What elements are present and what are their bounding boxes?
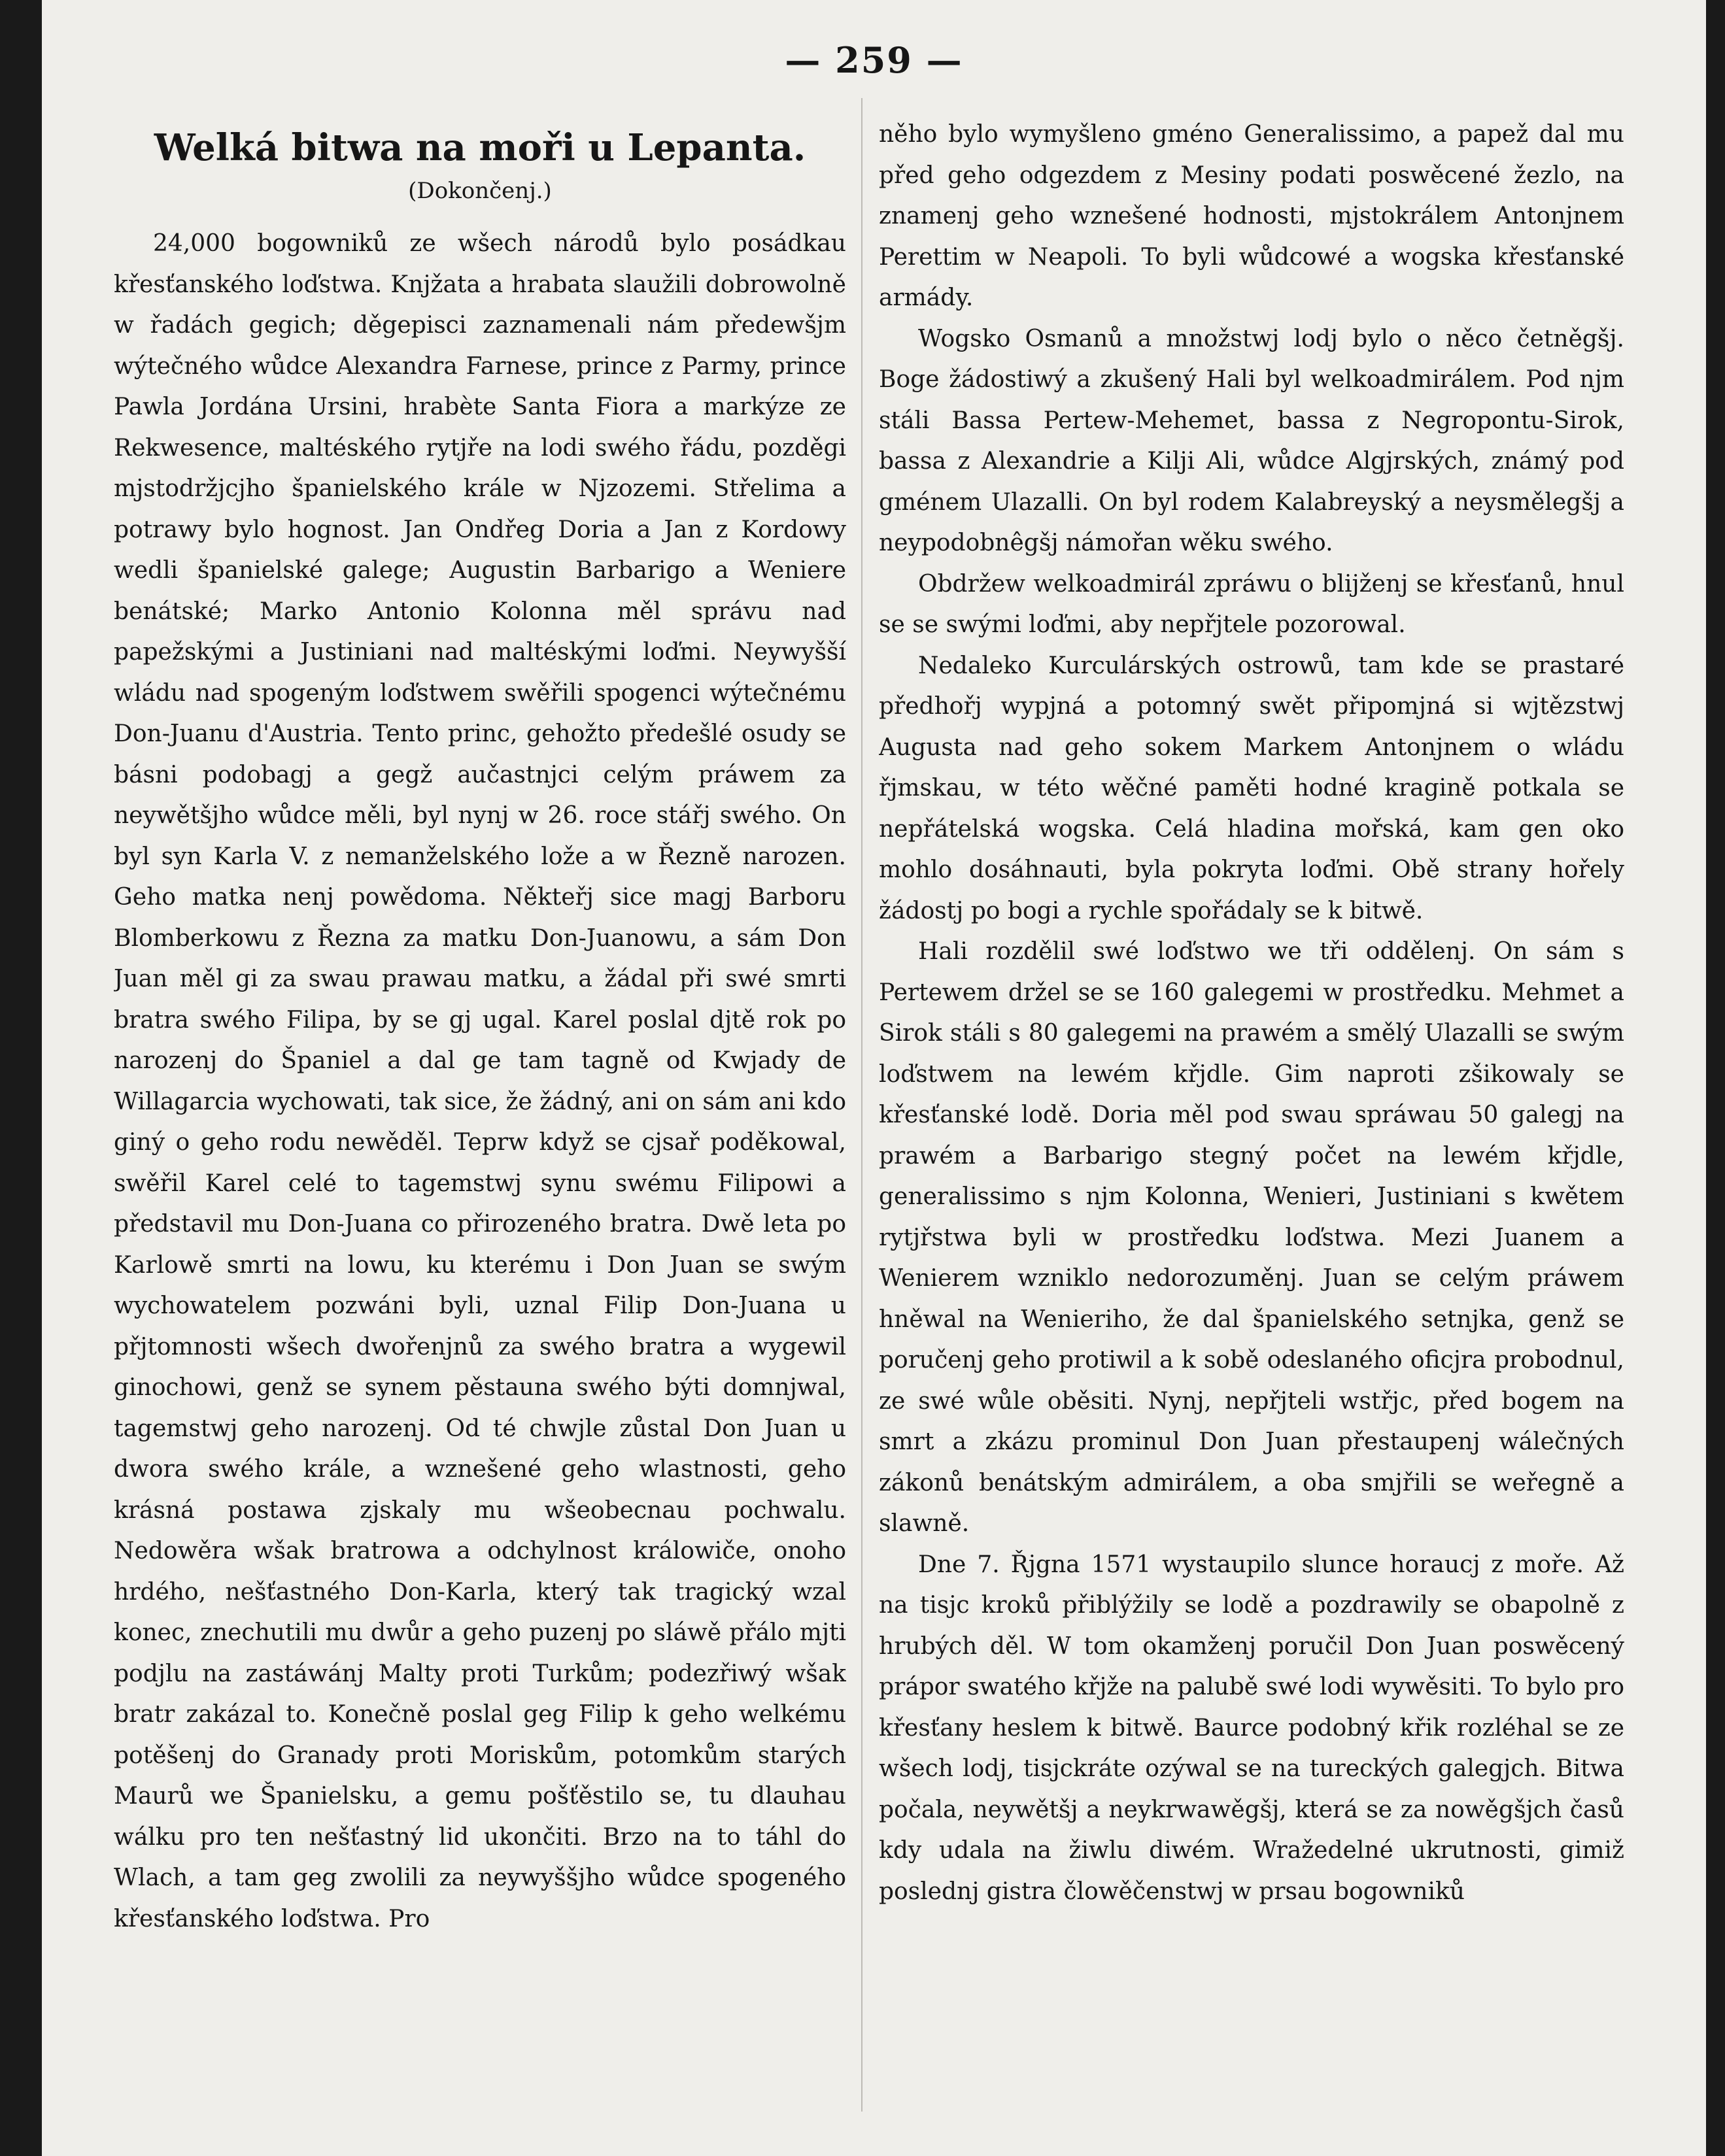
paragraph: něho bylo wymyšleno gméno Generalissimo, a papež dal mu před geho odgezdem z Mesiny podati poswěcené žezlo, na znamenj geho wznešené hodnosti, mjstokrálem Antonjnem Perettim w Neapoli. To byli wůdcowé a wogska křesťanské armády. <box>879 121 1624 311</box>
column-divider <box>861 98 863 2112</box>
paragraph: 24,000 bogowniků ze wšech národů bylo posádkau křesťanského loďstwa. Knjžata a hrabata slaužili dobrowolně w řadách gegich; děgepisci zaznamenali nám předewšjm wýtečného wůdce Alexandra Farnese, prince z Parmy, prince Pawla Jordána Ursini, hrabète Santa Fiora a markýze ze Rekwesence, maltéského rytjře na lodi swého řádu, pozděgi mjstodržjcjho španielského krále w Njzozemi. Střelima a potrawy bylo hognost. Jan Ondřeg Doria a Jan z Kordowy wedli španielské galege; Augustin Barbarigo a Weniere benátské; Marko Antonio Kolonna měl správu nad papežskými a Justiniani nad maltéskými loďmi. Neywyšší wládu nad spogeným loďstwem swěřili spogenci wýtečnému Don-Juanu d'Austria. Tento princ, gehožto předešlé osudy se básni podobagj a gegž aučastnjci celým práwem za neywětšjho wůdce měli, byl nynj w 26. roce stářj swého. On byl syn Karla V. z nemanželského lože a w Řezně narozen. Geho matka nenj powědoma. Někteřj sice magj Barboru Blomberkowu z Řezna za matku Don-Juanowu, a sám Don Juan měl gi za swau prawau matku, a žádal při swé smrti bratra swého Filipa, by se gj ugal. Karel poslal djtě rok po narozenj do Španiel a dal ge tam tagně od Kwjady de Willagarcia wychowati, tak sice, že žádný, ani on sám ani kdo giný o geho rodu newěděl. Teprw když se cjsař poděkowal, swěřil Karel celé to tagemstwj synu swému Filipowi a představil mu Don-Juana co přirozeného bratra. Dwě leta po Karlowě smrti na lowu, ku kterému i Don Juan se swým wychowatelem pozwáni byli, uznal Filip Don-Juana u přjtomnosti wšech dwořenjnů za swého bratra a wygewil ginochowi, genž se synem pěstauna swého býti domnjwal, tagemstwj geho narozenj. Od té chwjle zůstal Don Juan u dwora swého krále, a wznešené geho wlastnosti, geho krásná postawa zjskaly mu wšeobecnau pochwalu. Nedowěra wšak bratrowa a odchylnost králowiče, onoho hrdého, nešťastného Don-Karla, který tak tragický wzal konec, znechutili mu dwůr a geho puzenj po sláwě přálo mjti podjlu na zastáwánj Malty proti Turkům; podezřiwý wšak bratr zakázal to. Konečně poslal geg Filip k geho welkému potěšenj do Granady proti Moriskům, potomkům starých Maurů we Španielsku, a gemu pošťěstilo se, tu dlauhau wálku pro ten nešťastný lid ukončiti. Brzo na to táhl do Wlach, a tam geg zwolili za neywyššjho wůdce spogeného křesťanského loďstwa. Pro <box>114 230 846 1932</box>
left-column <box>114 114 846 2102</box>
newspaper-page <box>42 0 1706 2156</box>
paragraph: Hali rozdělil swé loďstwo we tři oddělenj. On sám s Pertewem držel se se 160 galegemi w prostředku. Mehmet a Sirok stáli s 80 galegemi na prawém a smělý Ulazalli se swým loďstwem na lewém křjdle. Gim naproti zšikowaly se křesťanské lodě. Doria měl pod swau spráwau 50 galegj na prawém a Barbarigo stegný počet na lewém křjdle, generalissimo s njm Kolonna, Wenieri, Justiniani s kwětem rytjřstwa byli w prostředku loďstwa. Mezi Juanem a Wenierem wzniklo nedorozuměnj. Juan se celým práwem hněwal na Wenieriho, že dal španielského setnjka, genž se poručenj geho protiwil a k sobě odeslaného oficjra probodnul, ze swé wůle oběsiti. Nynj, nepřjteli wstřjc, před bogem na smrt a zkázu prominul Don Juan přestaupenj wálečných zákonů benátským admirálem, a oba smjřili se weřegně a slawně. <box>879 938 1624 1537</box>
page-number: — 259 — <box>785 39 963 81</box>
paragraph: Obdržew welkoadmirál zpráwu o blijženj se křesťanů, hnul se se swými loďmi, aby nepřjtele pozorowal. <box>879 570 1624 638</box>
right-column <box>879 114 1624 2102</box>
paragraph: Dne 7. Řjgna 1571 wystaupilo slunce horaucj z moře. Až na tisjc kroků přiblýžily se lodě a pozdrawily se obapolně z hrubých děl. W tom okamženj poručil Don Juan poswěcený prápor swatého křjže na palubě swé lodi wywěsiti. To bylo pro křesťany heslem k bitwě. Baurce podobný křik rozléhal se ze wšech lodj, tisjckráte ozýwal se na tureckých galegjch. Bitwa počala, neywětšj a neykrwawěgšj, která se za nowěgšjch časů kdy udala na žiwlu diwém. Wražedelné ukrutnosti, gimiž poslednj gistra člowěčenstwj w prsau bogowniků <box>879 1551 1624 1905</box>
article-subtitle: (Dokončenj.) <box>408 178 552 205</box>
paragraph: Nedaleko Kurculárských ostrowů, tam kde se prastaré předhořj wypjná a potomný swět připomjná si wjtězstwj Augusta nad geho sokem Markem Antonjnem o wládu řjmskau, w této wěčné paměti hodné kragině potkala se nepřátelská wogska. Celá hladina mořská, kam gen oko mohlo dosáhnauti, byla pokryta loďmi. Obě strany hořely žádostj po bogi a rychle spořádaly se k bitwě. <box>879 652 1624 924</box>
article-title: Welká bitwa na moři u Lepanta. <box>154 126 806 169</box>
paragraph: Wogsko Osmanů a množstwj lodj bylo o něco četněgšj. Boge žádostiwý a zkušený Hali byl welkoadmirálem. Pod njm stáli Bassa Pertew-Mehemet, bassa z Negropontu-Sirok, bassa z Alexandrie a Kilji Ali, wůdce Algjrských, známý pod gménem Ulazalli. On byl rodem Kalabreyský a neysmělegšj a neypodobnêgšj námořan wěku swého. <box>879 325 1624 556</box>
